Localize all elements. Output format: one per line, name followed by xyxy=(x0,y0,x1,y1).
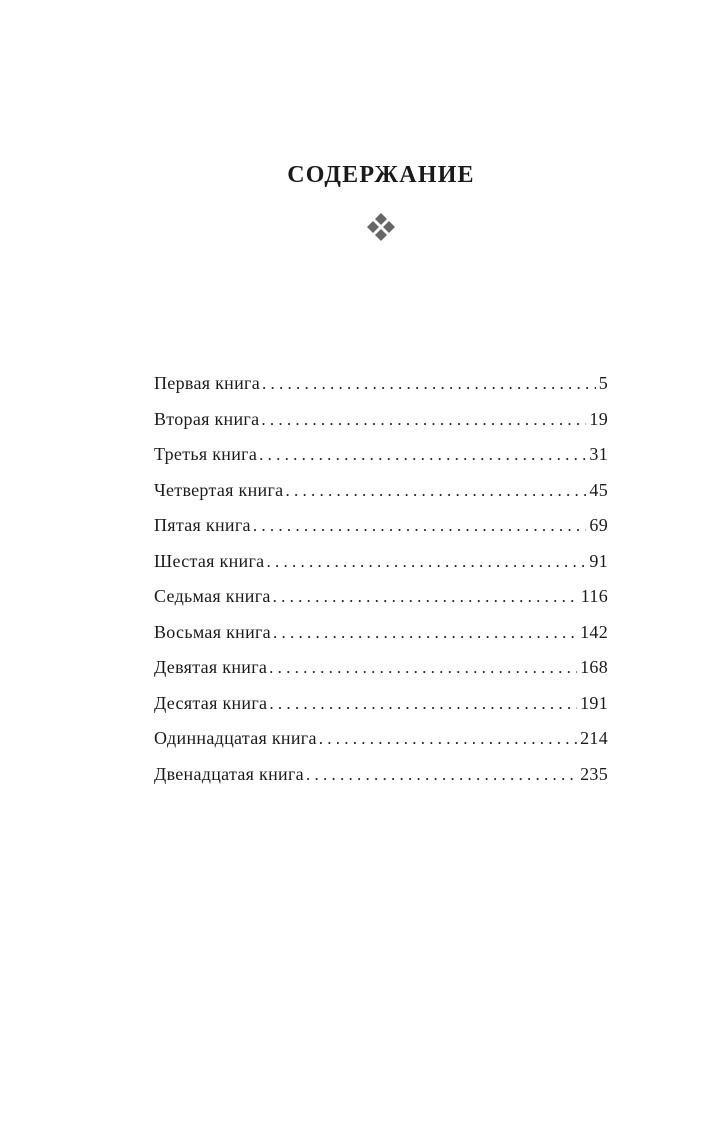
toc-dot-leader xyxy=(261,402,586,438)
toc-entry-page: 214 xyxy=(580,728,608,748)
toc-dot-leader xyxy=(319,721,577,757)
toc-entry-page: 142 xyxy=(580,621,608,642)
toc-entry-page: 191 xyxy=(580,692,608,713)
toc-entry[interactable] xyxy=(154,473,608,509)
toc-entry[interactable] xyxy=(154,579,608,615)
toc-entry[interactable] xyxy=(154,508,608,544)
toc-entry-title: Десятая книга xyxy=(154,692,268,713)
toc-entry-page: 5 xyxy=(598,373,608,393)
page-title: СОДЕРЖАНИЕ xyxy=(287,162,475,188)
toc-dot-leader xyxy=(259,437,586,473)
toc-dot-leader xyxy=(266,544,586,580)
toc-entry[interactable] xyxy=(154,402,608,438)
toc-entry[interactable] xyxy=(154,757,608,793)
toc-dot-leader xyxy=(253,508,587,544)
ornament-svg xyxy=(366,212,396,242)
toc-entry-title: Вторая книга xyxy=(154,408,260,429)
four-diamonds-ornament-icon xyxy=(366,212,396,242)
toc-entry[interactable] xyxy=(154,686,608,722)
table-of-contents xyxy=(154,366,608,792)
toc-entry-page: 116 xyxy=(580,586,608,606)
ornament-top-diamond xyxy=(375,213,387,225)
toc-entry-page: 31 xyxy=(589,444,608,464)
toc-dot-leader xyxy=(273,579,578,615)
toc-dot-leader xyxy=(273,615,577,651)
toc-dot-leader xyxy=(262,366,596,402)
toc-dot-leader xyxy=(285,473,586,509)
toc-entry[interactable] xyxy=(154,366,608,402)
toc-entry-title: Четвертая книга xyxy=(154,479,284,500)
toc-entry-page: 91 xyxy=(589,550,608,571)
toc-entry-page: 69 xyxy=(589,515,608,535)
toc-entry-title: Девятая книга xyxy=(154,657,268,677)
toc-entry-title: Пятая книга xyxy=(154,515,251,535)
toc-entry-page: 235 xyxy=(580,763,608,784)
toc-entry-page: 168 xyxy=(580,657,608,677)
toc-entry[interactable] xyxy=(154,437,608,473)
toc-entry-title: Седьмая книга xyxy=(154,586,271,606)
toc-entry-page: 45 xyxy=(589,479,608,500)
toc-entry[interactable] xyxy=(154,615,608,651)
ornament-right-diamond xyxy=(383,221,395,233)
toc-entry-title: Третья книга xyxy=(154,444,258,464)
toc-entry-title: Двенадцатая книга xyxy=(154,763,304,784)
toc-dot-leader xyxy=(269,686,577,722)
toc-entry-title: Одиннадцатая книга xyxy=(154,728,317,748)
toc-entry[interactable] xyxy=(154,650,608,686)
toc-dot-leader xyxy=(306,757,577,793)
toc-entry-title: Первая книга xyxy=(154,373,261,393)
toc-dot-leader xyxy=(269,650,577,686)
toc-entry-title: Шестая книга xyxy=(154,550,265,571)
ornament-left-diamond xyxy=(367,221,379,233)
toc-entry[interactable] xyxy=(154,544,608,580)
toc-entry-page: 19 xyxy=(589,408,608,429)
ornament-bottom-diamond xyxy=(375,229,387,241)
toc-entry-title: Восьмая книга xyxy=(154,621,271,642)
toc-entry[interactable] xyxy=(154,721,608,757)
